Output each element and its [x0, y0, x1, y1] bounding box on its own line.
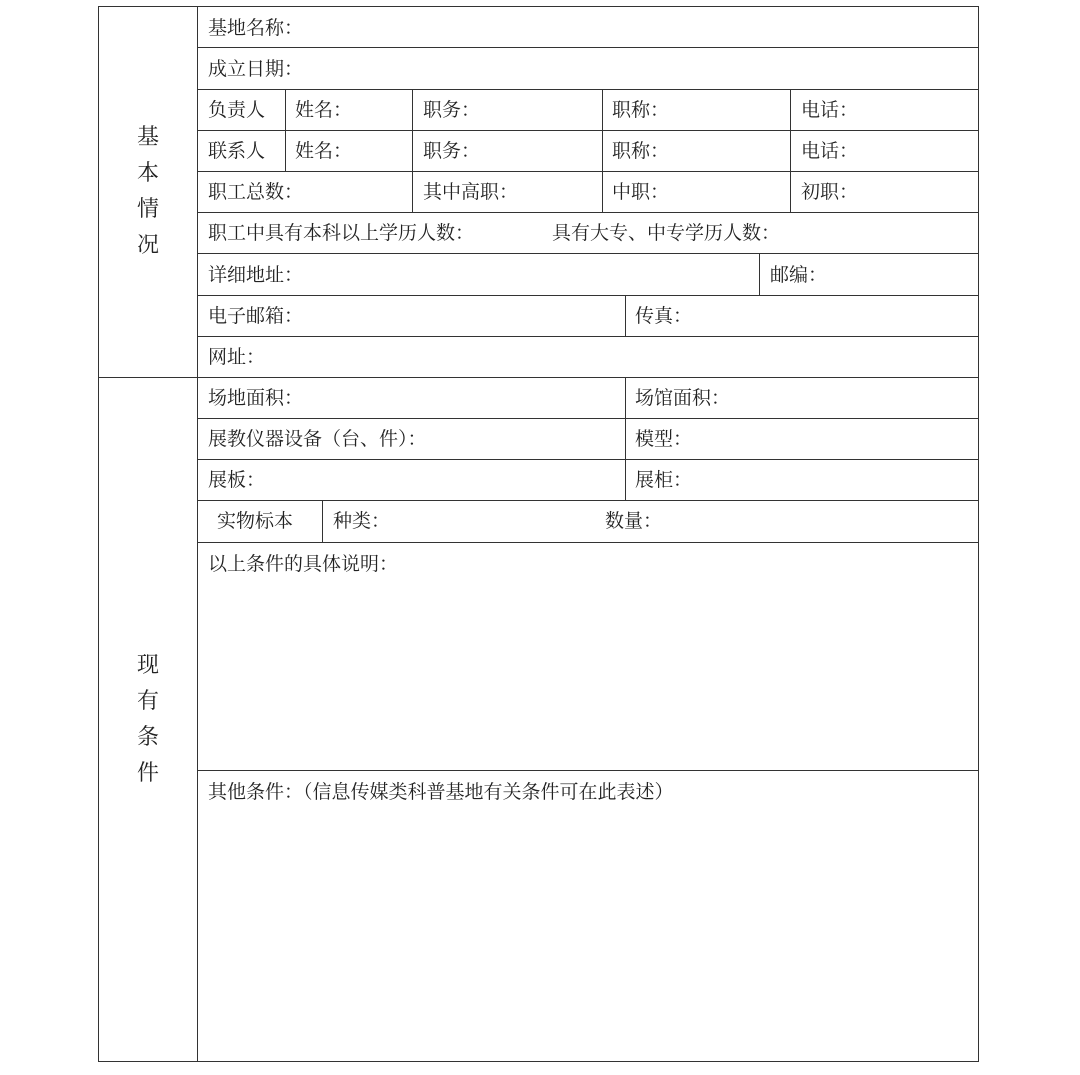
section-char: 条	[136, 725, 159, 750]
postcode-label: 邮编：	[770, 264, 828, 286]
fax-divider	[625, 295, 626, 336]
specimen-divider	[322, 500, 323, 542]
form-table	[98, 6, 979, 1062]
leader-position-label: 职务：	[423, 99, 481, 121]
contact-role-label: 联系人	[208, 140, 266, 162]
row-divider	[197, 253, 979, 254]
leader-name-label: 姓名：	[295, 99, 353, 121]
section-column-divider	[197, 6, 198, 1062]
row-divider	[197, 542, 979, 543]
senior-titles-label: 其中高职：	[423, 181, 519, 203]
row-divider	[197, 295, 979, 296]
postcode-divider	[759, 253, 760, 295]
section-char: 有	[136, 689, 159, 714]
row-divider	[197, 418, 979, 419]
section-char: 件	[136, 761, 159, 786]
models-label: 模型：	[635, 428, 693, 450]
row-divider	[197, 130, 979, 131]
fax-label: 传真：	[635, 305, 693, 327]
row-divider	[197, 336, 979, 337]
founded-date-label: 成立日期：	[208, 58, 304, 80]
leader-title-label: 职称：	[612, 99, 670, 121]
position-column-divider	[412, 89, 413, 212]
section-label-conditions	[136, 648, 160, 792]
contact-name-label: 姓名：	[295, 140, 353, 162]
section-char: 基	[136, 125, 159, 150]
display-cabinets-label: 展柜：	[635, 469, 693, 491]
section-label-basic	[136, 120, 160, 264]
hall-area-label: 场馆面积：	[635, 387, 731, 409]
row-divider	[197, 770, 979, 771]
row-divider	[197, 47, 979, 48]
email-label: 电子邮箱：	[208, 305, 304, 327]
junior-titles-label: 初职：	[801, 181, 859, 203]
equipment-label: 展教仪器设备（台、件）：	[208, 428, 427, 450]
site-area-label: 场地面积：	[208, 387, 304, 409]
contact-phone-label: 电话：	[801, 140, 859, 162]
quantity-label: 数量：	[605, 510, 663, 532]
leader-role-label: 负责人	[208, 99, 266, 121]
section-char: 现	[136, 653, 159, 678]
address-label: 详细地址：	[208, 264, 304, 286]
row-divider	[197, 212, 979, 213]
species-label: 种类：	[333, 510, 391, 532]
other-conditions-label: 其他条件：（信息传媒类科普基地有关条件可在此表述）	[208, 781, 674, 803]
bachelor-count-label: 职工中具有本科以上学历人数：	[208, 222, 475, 244]
contact-title-label: 职称：	[612, 140, 670, 162]
display-boards-label: 展板：	[208, 469, 266, 491]
website-label: 网址：	[208, 346, 266, 368]
conditions-right-divider	[625, 377, 626, 500]
phone-column-divider	[790, 89, 791, 212]
row-divider	[197, 89, 979, 90]
section-char: 本	[136, 161, 159, 186]
section-divider	[98, 377, 979, 378]
row-divider	[197, 459, 979, 460]
specimens-label: 实物标本	[217, 510, 294, 532]
middle-titles-label: 中职：	[612, 181, 670, 203]
staff-total-label: 职工总数：	[208, 181, 304, 203]
leader-phone-label: 电话：	[801, 99, 859, 121]
base-name-label: 基地名称：	[208, 17, 304, 39]
row-divider	[197, 500, 979, 501]
section-char: 情	[136, 197, 159, 222]
row-divider	[197, 171, 979, 172]
title-column-divider	[602, 89, 603, 212]
description-label: 以上条件的具体说明：	[208, 553, 399, 575]
section-char: 况	[136, 233, 159, 258]
contact-position-label: 职务：	[423, 140, 481, 162]
college-count-label: 具有大专、中专学历人数：	[552, 222, 781, 244]
